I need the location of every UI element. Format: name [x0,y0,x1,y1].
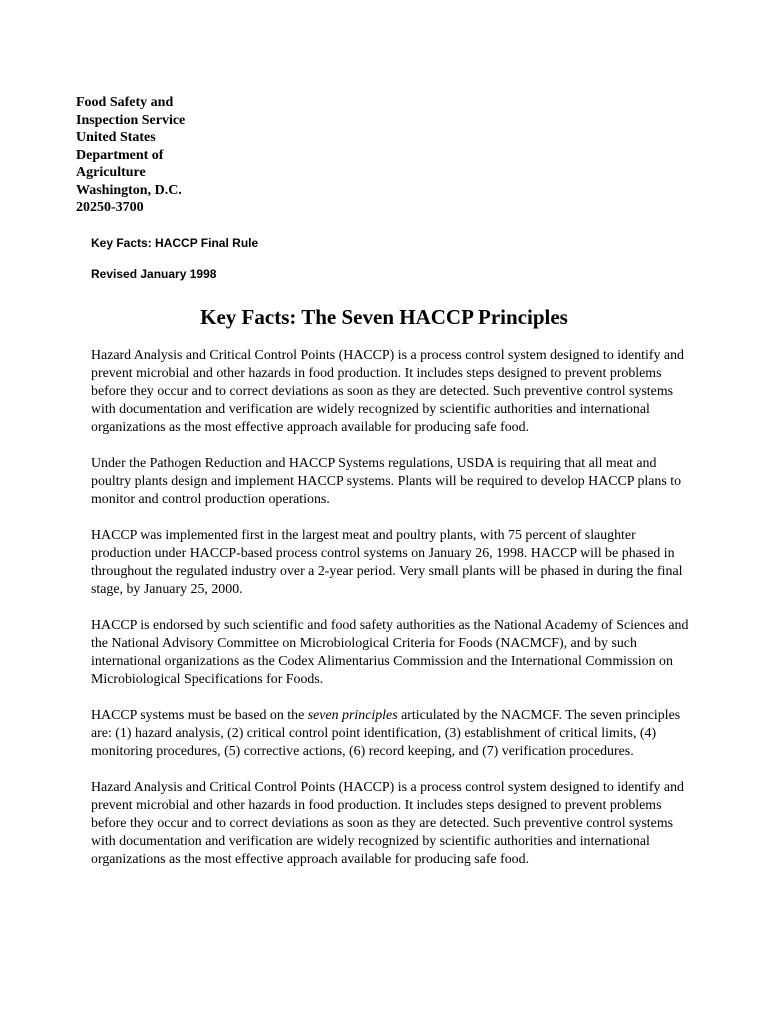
address-line: Food Safety and [76,95,174,110]
address-line: 20250-3700 [76,200,144,215]
document-body [91,347,691,887]
address-line: Washington, D.C. [76,182,182,198]
paragraph-implementation-schedule: HACCP was implemented first in the largest meat and poultry plants, with 75 percent of slaughter production under HACCP-based process control systems on January 26, 1998. HACCP will be phased in throughout the regulated industry over a 2-year period. Very small plants will be phased in during the final stage, by January 25, 2000. [91,528,683,597]
address-line: Inspection Service [76,112,186,128]
paragraph-haccp-definition: Hazard Analysis and Critical Control Points (HACCP) is a process control system designed to identify and prevent microbial and other hazards in food production. It includes steps designed to prevent problems before they occur and to correct deviations as soon as they are detected. Such preventive control systems with documentation and verification are widely recognized by scientific authorities and international organizations as the most effective approach available for producing safe food. [91,348,684,435]
revision-date: Revised January 1998 [91,267,217,281]
address-line: United States [76,130,156,145]
address-line: Department of [76,147,164,163]
paragraph-seven-principles [91,707,691,761]
document-subtitle: Key Facts: HACCP Final Rule [91,236,259,250]
paragraph-endorsements: HACCP is endorsed by such scientific and food safety authorities as the National Academy of Sciences and the National Advisory Committee on Microbiological Criteria for Foods (NACMCF), and by such international organizations as the Codex Alimentarius Commission and the International Commission on Microbiological Specifications for Foods. [91,618,689,687]
agency-address [76,94,316,217]
principles-text-start: HACCP systems must be based on the [91,708,308,723]
principles-text-end: articulated by the NACMCF. The seven principles are: (1) hazard analysis, (2) critical control point identification, (3) establishment of critical limits, (4) monitoring procedures, (5) corrective actions, (6) record keeping, and (7) verification procedures. [91,708,681,759]
paragraph-usda-requirement: Under the Pathogen Reduction and HACCP Systems regulations, USDA is requiring that all meat and poultry plants design and implement HACCP systems. Plants will be required to develop HACCP plans to monitor and control production operations. [91,456,682,507]
page-title: Key Facts: The Seven HACCP Principles [200,305,568,329]
paragraph-haccp-definition-repeat: Hazard Analysis and Critical Control Points (HACCP) is a process control system designed to identify and prevent microbial and other hazards in food production. It includes steps designed to prevent problems before they occur and to correct deviations as soon as they are detected. Such preventive control systems with documentation and verification are widely recognized by scientific authorities and international organizations as the most effective approach available for producing safe food. [91,780,684,867]
address-line: Agriculture [76,165,146,180]
principles-emphasis: seven principles [307,708,398,723]
